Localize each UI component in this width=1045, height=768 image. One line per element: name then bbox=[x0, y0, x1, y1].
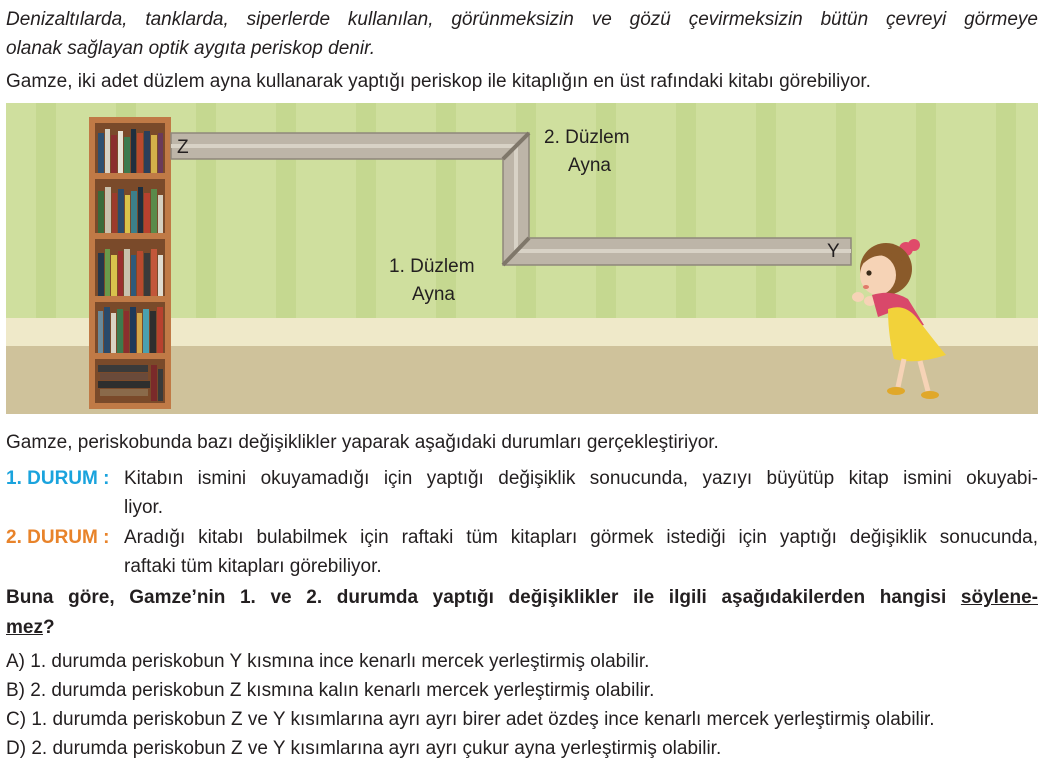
question-mark: ? bbox=[42, 617, 55, 638]
question-emphasis: söylene- bbox=[960, 587, 1038, 608]
option-d[interactable]: D) 2. durumda periskobun Z ve Y kısımlarına ayrı ayrı çukur ayna yerleştirmiş olabilir. bbox=[6, 738, 722, 759]
intro-line-3: Gamze, iki adet düzlem ayna kullanarak yaptığı periskop ile kitaplığın en üst rafındaki kitabı görebiliyor. bbox=[6, 71, 871, 92]
durum-2-label bbox=[6, 526, 109, 550]
situation-intro: Gamze, periskobunda bazı değişiklikler yaparak aşağıdaki durumları gerçekleştiriyor. bbox=[6, 432, 719, 453]
durum-1-tag: 1. DURUM : bbox=[6, 468, 110, 489]
question-emphasis-end: mez bbox=[6, 617, 43, 638]
option-c[interactable]: C) 1. durumda periskobun Z ve Y kısımlarına ayrı ayrı birer adet özdeş ince kenarlı mercek yerleştirmiş olabilir. bbox=[6, 709, 935, 730]
y-label: Y bbox=[827, 241, 840, 262]
option-b[interactable]: B) 2. durumda periskobun Z kısmına kalın kenarlı mercek yerleştirmiş olabilir. bbox=[6, 680, 655, 701]
intro-line-2: olanak sağlayan optik aygıta periskop denir. bbox=[6, 38, 375, 59]
durum-1-text-line-2: liyor. bbox=[124, 497, 164, 518]
option-a[interactable]: A) 1. durumda periskobun Y kısmına ince kenarlı mercek yerleştirmiş olabilir. bbox=[6, 651, 650, 672]
question-line-1 bbox=[6, 586, 1038, 610]
durum-1-label bbox=[6, 467, 109, 491]
question-text: Buna göre, Gamze’nin 1. ve 2. durumda yaptığı değişiklikler ile ilgili aşağıdakilerden hangisi bbox=[6, 587, 947, 608]
mirror-1-label-line-1: 1. Düzlem bbox=[389, 256, 475, 277]
durum-2-text-line-1: Aradığı kitabı bulabilmek için raftaki tüm kitapları görmek istediği için yaptığı değişiklik sonucunda, bbox=[124, 527, 1038, 548]
mirror-2-label-line-2: Ayna bbox=[568, 155, 611, 176]
durum-1-text-line-1: Kitabın ismini okuyamadığı için yaptığı değişiklik sonucunda, yazıyı büyütüp kitap ismini okuyabi- bbox=[124, 468, 1038, 489]
periscope-illustration bbox=[6, 103, 1038, 414]
question-line-2 bbox=[6, 616, 55, 640]
mirror-2-label-line-1: 2. Düzlem bbox=[544, 127, 630, 148]
z-label: Z bbox=[177, 137, 189, 158]
intro-line-1: Denizaltılarda, tanklarda, siperlerde kullanılan, görünmeksizin ve gözü çevirmeksizin bütün çevreyi görmeye bbox=[6, 9, 1038, 30]
durum-2-text-line-2: raftaki tüm kitapları görebiliyor. bbox=[124, 556, 382, 577]
durum-2-tag: 2. DURUM : bbox=[6, 527, 110, 548]
mirror-1-label-line-2: Ayna bbox=[412, 284, 455, 305]
bookshelf bbox=[89, 117, 171, 409]
